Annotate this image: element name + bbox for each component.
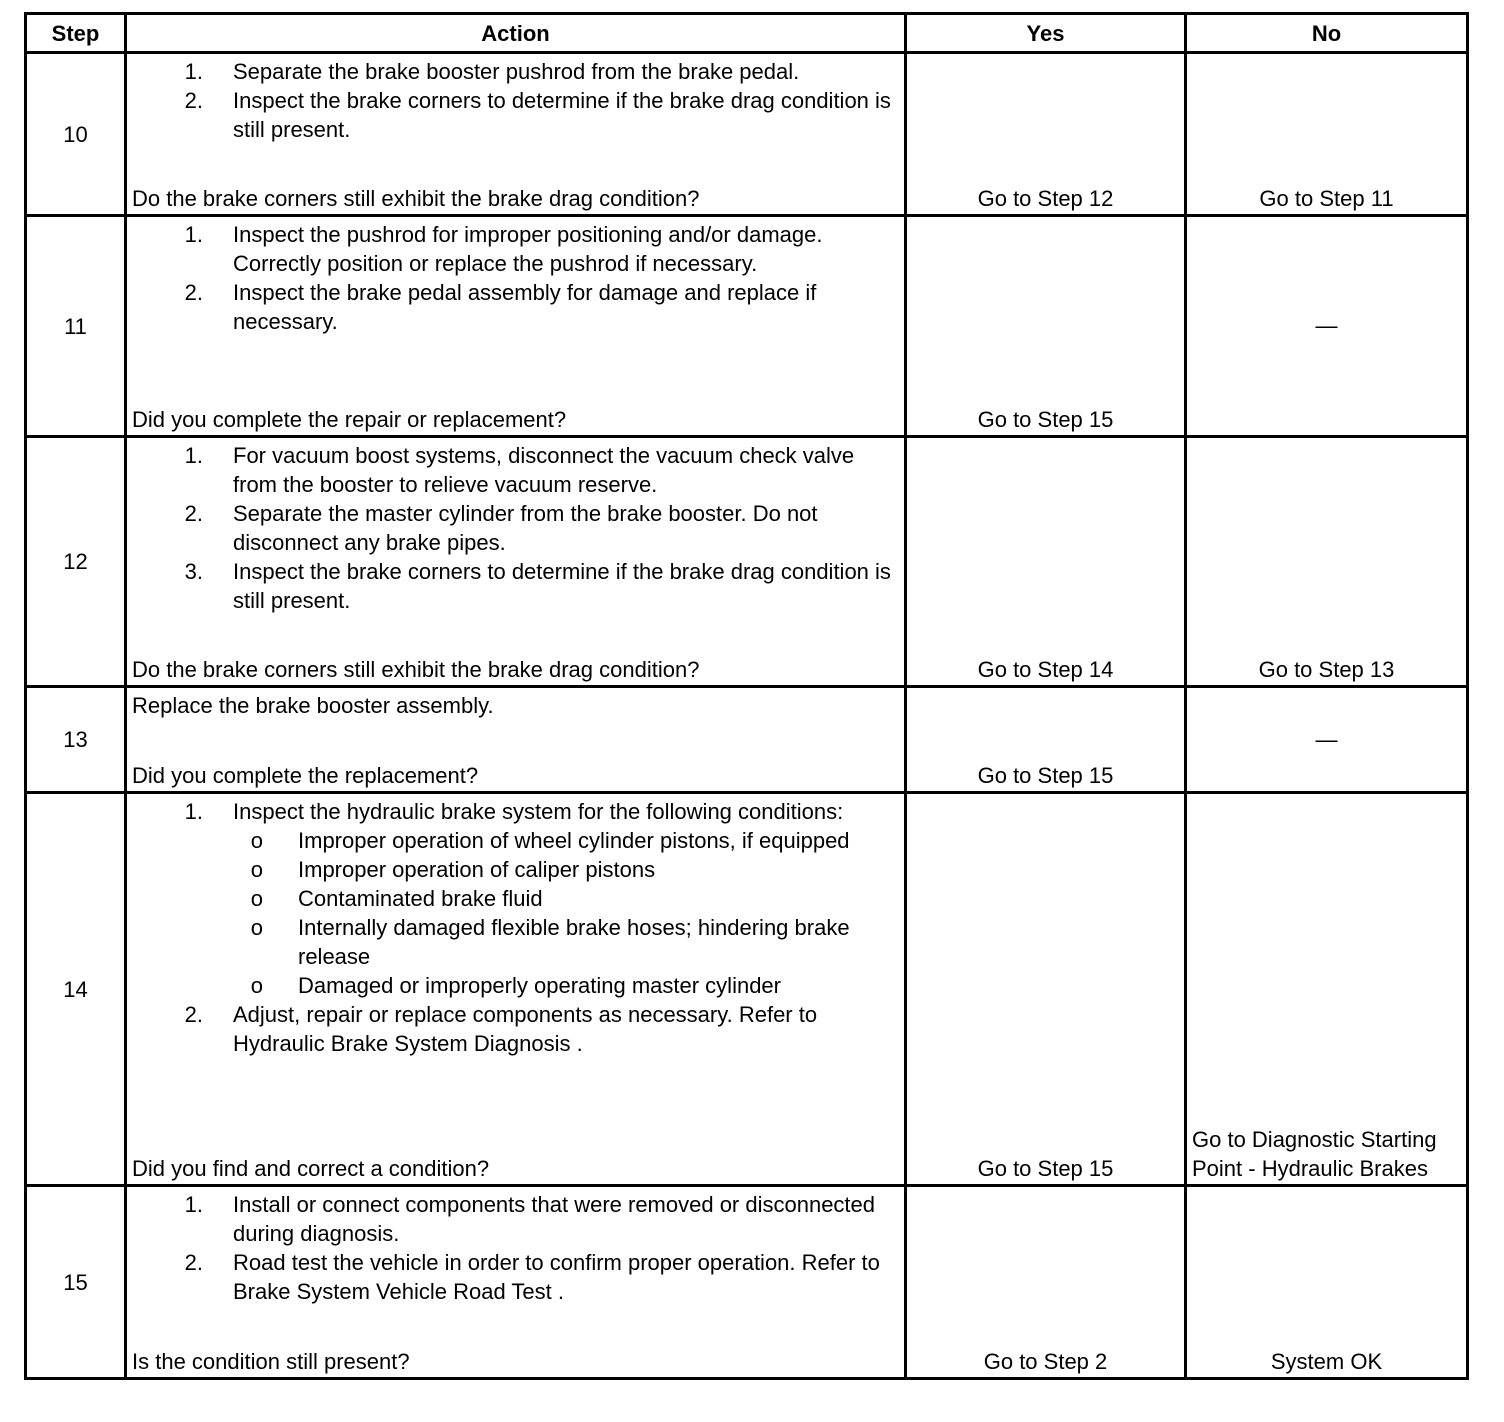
no-result: Go to Diagnostic Starting Point - Hydraulic Brakes bbox=[1186, 793, 1468, 1186]
item-text: Separate the master cylinder from the brake booster. Do not disconnect any brake pipes. bbox=[233, 501, 818, 555]
table-row bbox=[26, 53, 1468, 216]
bullet-icon: o bbox=[250, 973, 263, 998]
yes-result: Go to Step 15 bbox=[906, 687, 1186, 793]
table-row bbox=[26, 687, 1468, 793]
list-item bbox=[132, 441, 900, 499]
step-number: 13 bbox=[26, 687, 126, 793]
item-body bbox=[233, 1190, 900, 1248]
item-body bbox=[233, 441, 900, 499]
item-number: 2. bbox=[184, 1002, 203, 1027]
item-number: 2. bbox=[184, 280, 203, 305]
sub-item-text: Damaged or improperly operating master cylinder bbox=[298, 973, 781, 998]
action-cell bbox=[126, 793, 906, 1186]
item-number: 3. bbox=[184, 559, 203, 584]
bullet-icon: o bbox=[250, 915, 263, 940]
question: Is the condition still present? bbox=[132, 1349, 410, 1374]
table-row bbox=[26, 793, 1468, 1186]
item-text: Inspect the brake pedal assembly for damage and replace if necessary. bbox=[233, 280, 817, 334]
instructions bbox=[132, 441, 900, 615]
item-text: Adjust, repair or replace components as necessary. Refer to Hydraulic Brake System Diagnosis . bbox=[233, 1002, 818, 1056]
item-body bbox=[233, 278, 900, 336]
yes-result: Go to Step 2 bbox=[906, 1186, 1186, 1379]
list-item bbox=[132, 797, 900, 1000]
action-cell bbox=[126, 53, 906, 216]
item-body bbox=[233, 797, 900, 1000]
no-result: Go to Step 13 bbox=[1186, 437, 1468, 687]
diagnostic-table bbox=[24, 12, 1469, 1380]
no-result: Go to Step 11 bbox=[1186, 53, 1468, 216]
item-number: 2. bbox=[184, 501, 203, 526]
action-content bbox=[127, 217, 904, 435]
item-body bbox=[233, 499, 900, 557]
header-row bbox=[26, 14, 1468, 53]
step-number: 14 bbox=[26, 793, 126, 1186]
sub-item bbox=[132, 884, 900, 913]
item-body bbox=[233, 1000, 900, 1058]
sub-item bbox=[132, 855, 900, 884]
instruction-text: Replace the brake booster assembly. bbox=[132, 693, 494, 718]
item-text: Inspect the brake corners to determine if the brake drag condition is still present. bbox=[233, 559, 891, 613]
header-step: Step bbox=[26, 14, 126, 53]
list-item bbox=[132, 1000, 900, 1058]
bullet-icon: o bbox=[250, 886, 263, 911]
item-text: Inspect the pushrod for improper positioning and/or damage. Correctly position or replace the pushrod if necessary. bbox=[233, 222, 823, 276]
item-number: 1. bbox=[184, 799, 203, 824]
sub-item bbox=[132, 971, 900, 1000]
sub-item-text: Improper operation of wheel cylinder pistons, if equipped bbox=[298, 828, 850, 853]
item-text: Inspect the brake corners to determine if the brake drag condition is still present. bbox=[233, 88, 891, 142]
no-result: — bbox=[1186, 216, 1468, 437]
yes-result: Go to Step 14 bbox=[906, 437, 1186, 687]
question: Do the brake corners still exhibit the brake drag condition? bbox=[132, 186, 700, 211]
sub-item-text: Improper operation of caliper pistons bbox=[298, 857, 656, 882]
header-action: Action bbox=[126, 14, 906, 53]
question: Did you complete the replacement? bbox=[132, 763, 479, 788]
bullet-icon: o bbox=[250, 828, 263, 853]
list-item bbox=[132, 499, 900, 557]
item-number: 1. bbox=[184, 1192, 203, 1217]
action-cell bbox=[126, 1186, 906, 1379]
item-text: Inspect the hydraulic brake system for the following conditions: bbox=[233, 799, 844, 824]
instructions bbox=[132, 691, 900, 720]
action-content bbox=[127, 54, 904, 214]
action-content bbox=[127, 794, 904, 1184]
item-number: 1. bbox=[184, 222, 203, 247]
item-body bbox=[233, 557, 900, 615]
item-number: 1. bbox=[184, 443, 203, 468]
item-number: 2. bbox=[184, 1250, 203, 1275]
item-text: Separate the brake booster pushrod from the brake pedal. bbox=[233, 59, 800, 84]
sub-item-text: Internally damaged flexible brake hoses; hindering brake release bbox=[298, 915, 850, 969]
instructions bbox=[132, 57, 900, 144]
item-body bbox=[233, 57, 900, 86]
item-text: Road test the vehicle in order to confirm proper operation. Refer to Brake System Vehicle Road Test . bbox=[233, 1250, 880, 1304]
item-body bbox=[233, 86, 900, 144]
action-content bbox=[127, 1187, 904, 1377]
action-cell bbox=[126, 216, 906, 437]
item-number: 1. bbox=[184, 59, 203, 84]
question: Do the brake corners still exhibit the brake drag condition? bbox=[132, 657, 700, 682]
list-item bbox=[132, 1190, 900, 1248]
no-result: — bbox=[1186, 687, 1468, 793]
list-item bbox=[132, 557, 900, 615]
item-body bbox=[233, 220, 900, 278]
bullet-icon: o bbox=[250, 857, 263, 882]
item-text: Install or connect components that were removed or disconnected during diagnosis. bbox=[233, 1192, 876, 1246]
table-row bbox=[26, 437, 1468, 687]
header-no: No bbox=[1186, 14, 1468, 53]
list-item bbox=[132, 278, 900, 336]
step-number: 10 bbox=[26, 53, 126, 216]
item-body bbox=[233, 1248, 900, 1306]
step-number: 11 bbox=[26, 216, 126, 437]
instructions bbox=[132, 797, 900, 1058]
item-text: For vacuum boost systems, disconnect the vacuum check valve from the booster to relieve vacuum reserve. bbox=[233, 443, 855, 497]
no-result: System OK bbox=[1186, 1186, 1468, 1379]
action-content bbox=[127, 688, 904, 791]
list-item bbox=[132, 1248, 900, 1306]
list-item bbox=[132, 220, 900, 278]
item-number: 2. bbox=[184, 88, 203, 113]
table-row bbox=[26, 1186, 1468, 1379]
yes-result: Go to Step 12 bbox=[906, 53, 1186, 216]
list-item bbox=[132, 86, 900, 144]
sub-item bbox=[132, 826, 900, 855]
table-row bbox=[26, 216, 1468, 437]
question: Did you find and correct a condition? bbox=[132, 1156, 490, 1181]
yes-result: Go to Step 15 bbox=[906, 216, 1186, 437]
instructions bbox=[132, 1190, 900, 1306]
list-item bbox=[132, 57, 900, 86]
instructions bbox=[132, 220, 900, 336]
yes-result: Go to Step 15 bbox=[906, 793, 1186, 1186]
action-cell bbox=[126, 437, 906, 687]
sub-item-text: Contaminated brake fluid bbox=[298, 886, 543, 911]
sub-item bbox=[132, 913, 900, 971]
action-cell bbox=[126, 687, 906, 793]
header-yes: Yes bbox=[906, 14, 1186, 53]
step-number: 15 bbox=[26, 1186, 126, 1379]
step-number: 12 bbox=[26, 437, 126, 687]
question: Did you complete the repair or replacement? bbox=[132, 407, 567, 432]
action-content bbox=[127, 438, 904, 685]
